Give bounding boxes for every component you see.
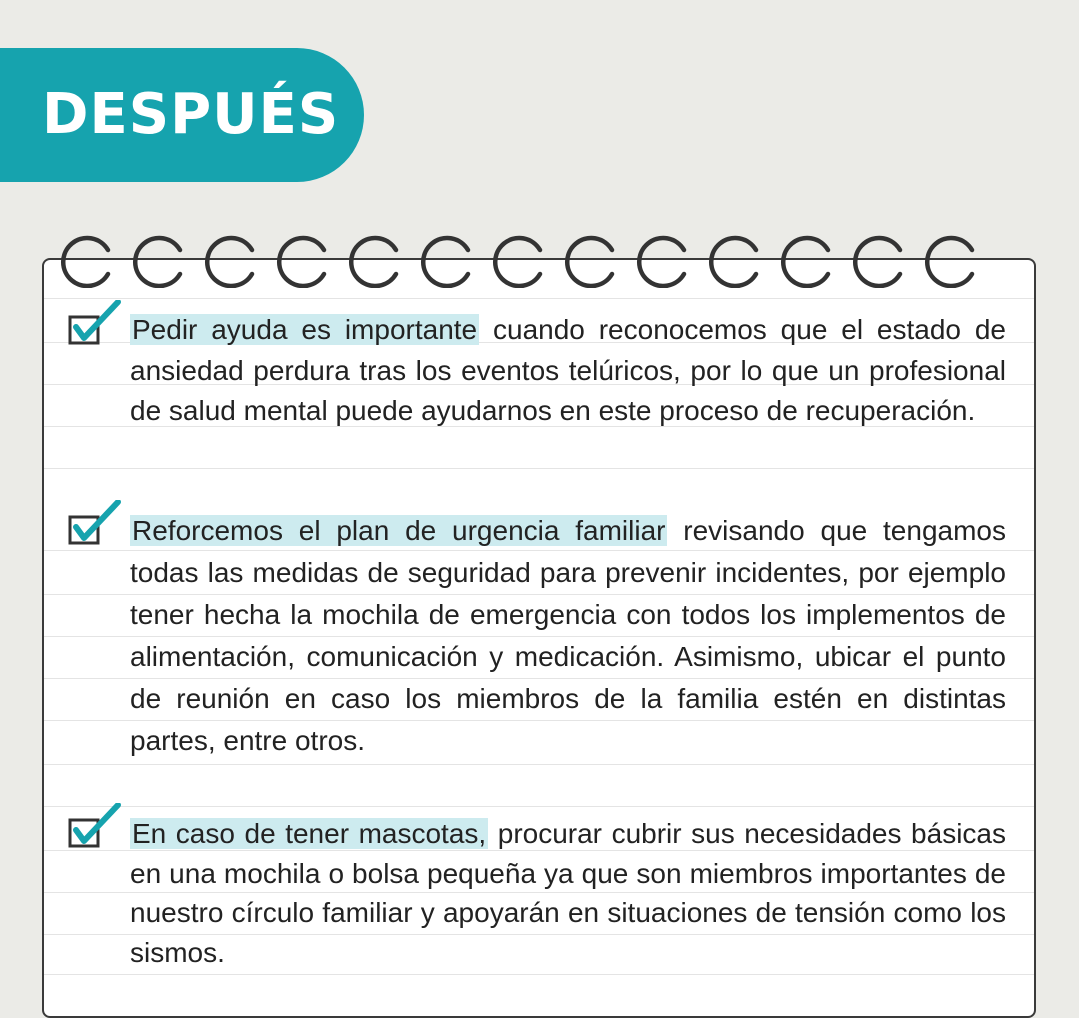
- item-highlight: Reforcemos el plan de urgencia familiar: [132, 515, 666, 546]
- list-item: [130, 510, 1006, 762]
- item-text: cuando reconocemos que el estado de ansiedad perdura tras los eventos telúricos, por lo que un profesional de salud mental puede ayudarnos en este proceso de recuperación.: [130, 314, 1006, 426]
- spiral-rings: [60, 228, 1020, 288]
- checkmark-icon: [68, 500, 124, 548]
- spiral-ring-icon: [639, 238, 684, 286]
- list-item: [130, 310, 1006, 432]
- list-item: [130, 814, 1006, 972]
- spiral-ring-icon: [423, 238, 468, 286]
- ruled-line: [44, 468, 1034, 469]
- spiral-ring-icon: [279, 238, 324, 286]
- spiral-ring-icon: [207, 238, 252, 286]
- spiral-ring-icon: [135, 238, 180, 286]
- spiral-ring-icon: [855, 238, 900, 286]
- spiral-ring-icon: [783, 238, 828, 286]
- spiral-ring-icon: [63, 238, 108, 286]
- ruled-line: [44, 806, 1034, 807]
- ruled-line: [44, 298, 1034, 299]
- ruled-line: [44, 974, 1034, 975]
- spiral-ring-icon: [711, 238, 756, 286]
- page-title: DESPUÉS: [42, 82, 340, 147]
- checkmark-icon: [68, 803, 124, 851]
- item-text: revisando que tengamos todas las medidas de seguridad para prevenir incidentes, por ejemplo tener hecha la mochila de emergencia con todos los implementos de alimentación, comunicación y medicación. Asimismo, ubicar el punto de reunión en caso los miembros de la familia estén en distintas partes, entre otros.: [130, 515, 1006, 756]
- spiral-ring-icon: [567, 238, 612, 286]
- item-text: procurar cubrir sus necesidades básicas en una mochila o bolsa pequeña ya que son miembros importantes de nuestro círculo familiar y apoyarán en situaciones de tensión como los sismos.: [130, 818, 1006, 968]
- item-highlight: Pedir ayuda es importante: [132, 314, 478, 345]
- spiral-ring-icon: [927, 238, 972, 286]
- spiral-ring-icon: [351, 238, 396, 286]
- item-highlight: En caso de tener mascotas,: [132, 818, 487, 849]
- ruled-line: [44, 764, 1034, 765]
- spiral-ring-icon: [495, 238, 540, 286]
- checkmark-icon: [68, 300, 124, 348]
